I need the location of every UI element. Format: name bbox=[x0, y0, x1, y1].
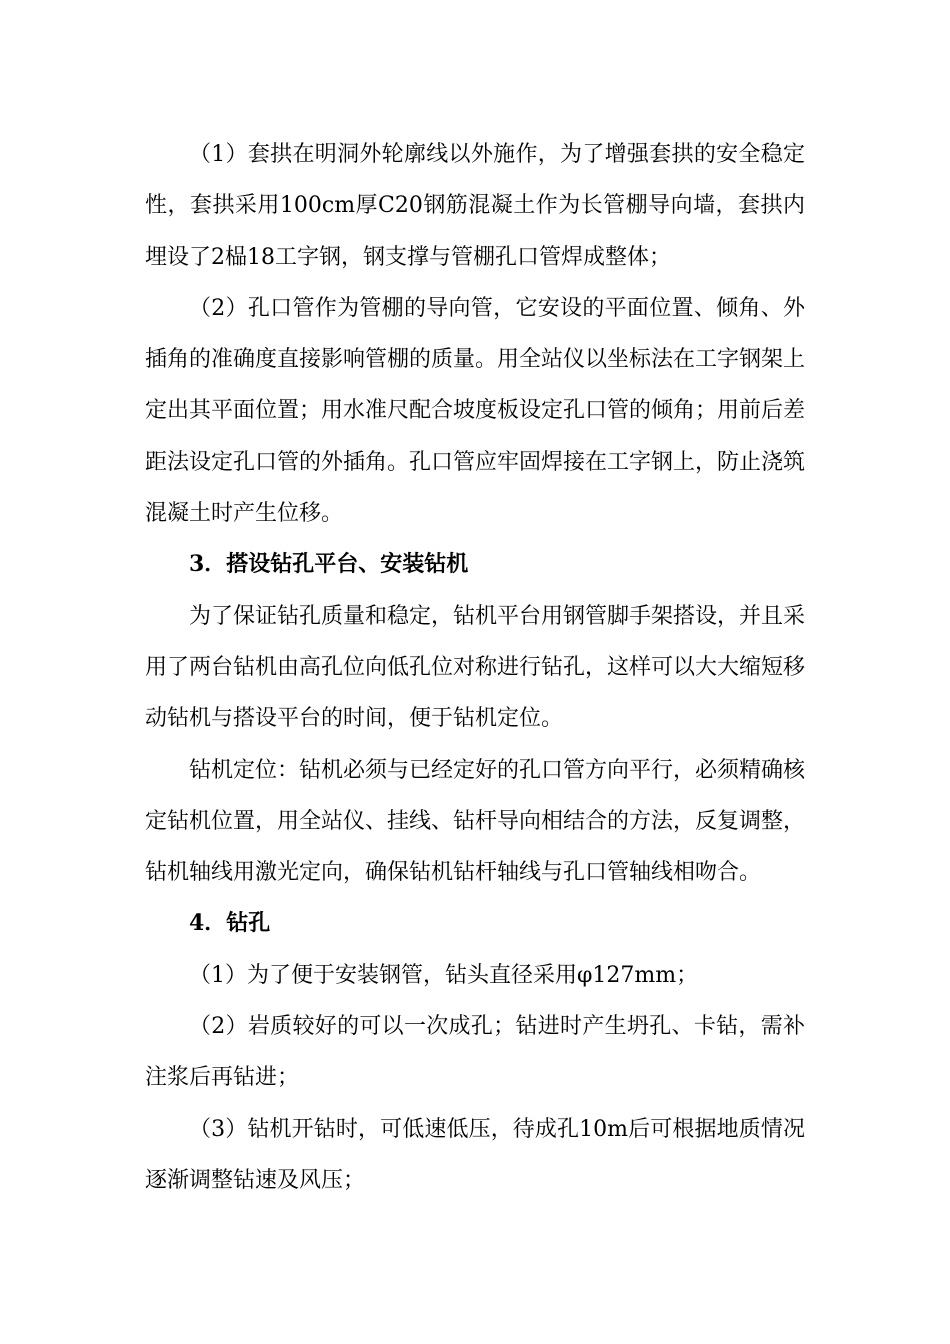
paragraph-drill-speed: （3）钻机开钻时，可低速低压，待成孔10m后可根据地质情况逐渐调整钻速及风压； bbox=[145, 1116, 805, 1193]
paragraph-drill-positioning: 钻机定位：钻机必须与已经定好的孔口管方向平行，必须精确核定钻机位置，用全站仪、挂线、钻杆导向相结合的方法，反复调整，钻机轴线用激光定向，确保钻机钻杆轴线与孔口管轴线相吻合。 bbox=[145, 757, 806, 886]
paragraph-orifice-pipe: （2）孔口管作为管棚的导向管，它安设的平面位置、倾角、外插角的准确度直接影响管棚的质量。用全站仪以坐标法在工字钢架上定出其平面位置；用水准尺配合坡度板设定孔口管的倾角；用前后差距法设定孔口管的外插角。孔口管应牢固焊接在工字钢上，防止浇筑混凝土时产生位移。 bbox=[145, 295, 806, 527]
paragraph-hole-forming: （2）岩质较好的可以一次成孔；钻进时产生坍孔、卡钻，需补注浆后再钻进； bbox=[145, 1014, 805, 1091]
document-body bbox=[145, 129, 805, 1206]
section-heading-drilling-platform: 3．搭设钻孔平台、安装钻机 bbox=[189, 551, 469, 578]
paragraph-drill-bit-diameter: （1）为了便于安装钢管，钻头直径采用φ127mm； bbox=[189, 962, 699, 988]
paragraph-drilling-platform: 为了保证钻孔质量和稳定，钻机平台用钢管脚手架搭设，并且采用了两台钻机由高孔位向低孔位对称进行钻孔，这样可以大大缩短移动钻机与搭设平台的时间，便于钻机定位。 bbox=[145, 603, 806, 732]
section-heading-drilling: 4．钻孔 bbox=[189, 910, 271, 937]
paragraph-arch-construction: （1）套拱在明洞外轮廓线以外施作，为了增强套拱的安全稳定性，套拱采用100cm厚C20钢筋混凝土作为长管棚导向墙，套拱内埋设了2榀18工字钢，钢支撑与管棚孔口管焊成整体； bbox=[145, 142, 805, 270]
